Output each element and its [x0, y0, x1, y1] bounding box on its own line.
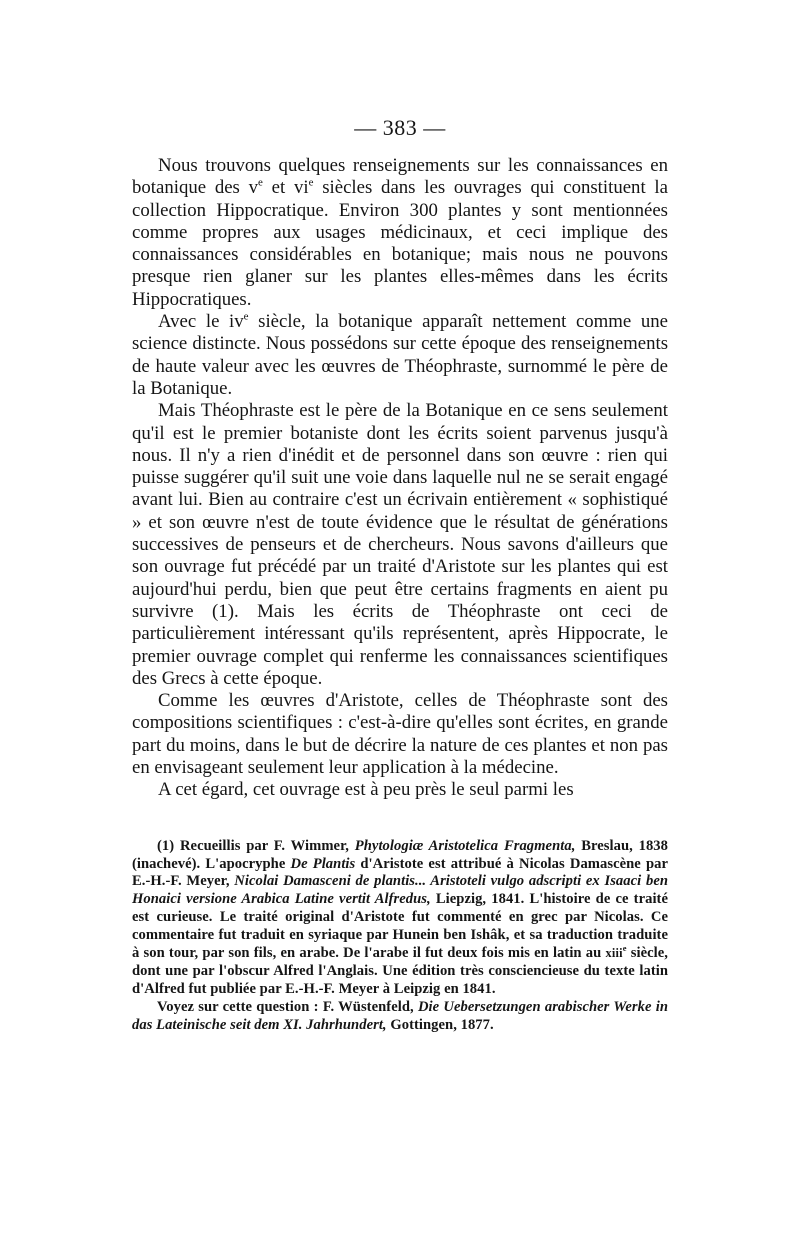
footnote-2 — [132, 999, 668, 1035]
paragraph-2 — [132, 311, 668, 400]
paragraph-3 — [132, 400, 668, 690]
paragraph-1-part-2: et vi — [262, 177, 309, 199]
footnote-1-part-3: d'Aristote est attribué à Nicolas Damascène par E.-H.-F. Meyer, — [132, 855, 668, 890]
paragraph-1-part-3: siècles dans les ouvrages qui constituent la collection Hippocratique. Environ 300 plantes y sont mentionnées comme propres aux usages médicinaux, et ceci implique des connaissances considérables en botanique; mais nous ne pouvons presque rien glaner sur les plantes elles-mêmes dans les écrits Hippocratiques. — [132, 177, 668, 310]
footnote-1-century: xiii — [605, 946, 623, 961]
footnote-1-part-1: (1) Recueillis par F. Wimmer, — [157, 837, 355, 854]
page-number: — 383 — — [354, 115, 446, 140]
paragraph-2-part-2: siècle, la botanique apparaît nettement comme une science distincte. Nous possédons sur cette époque des renseignements de haute valeur avec les œuvres de Théophraste, surnommé le père de la Botanique. — [132, 311, 668, 399]
book-page — [132, 114, 668, 1035]
footnote-2-title: Die Uebersetzungen arabischer Werke in das Lateinische seit dem XI. Jahrhundert, — [132, 998, 668, 1033]
paragraph-1-part-1: Nous trouvons quelques renseignements sur les connaissances en botanique des v — [132, 155, 668, 199]
paragraph-4-text: Comme les œuvres d'Aristote, celles de Théophraste sont des compositions scientifiques : c'est-à-dire qu'elles sont écrites, en grande part du moins, dans le but de décrire la nature de ces plantes et non pas en envisageant seulement leur application à la médecine. — [132, 690, 668, 779]
paragraph-1 — [132, 155, 668, 311]
footnote-1-superscript: e — [622, 943, 627, 954]
paragraph-2-part-1: Avec le iv — [158, 311, 244, 333]
footnote-1-part-2: Breslau, 1838 (inachevé). L'apocryphe — [132, 837, 669, 872]
main-text — [132, 155, 668, 802]
paragraph-3-text: Mais Théophraste est le père de la Botanique en ce sens seulement qu'il est le premier botaniste dont les écrits soient parvenus jusqu'à nous. Il n'y a rien d'inédit et de personnel dans son œuvre : rien qui puisse suggérer qu'il suit une voie dans laquelle nul ne se serait engagé avant lui. Bien au contraire c'est un écrivain entièrement « sophistiqué » et son œuvre n'est de toute évidence que le résultat de générations successives de penseurs et de chercheurs. Nous savons d'ailleurs que son ouvrage fut précédé par un traité d'Aristote sur les plantes qui est aujourd'hui perdu, bien que peut être certains fragments en aient pu survivre (1). Mais les écrits de Théophraste ont ceci de particulièrement intéressant qu'ils représentent, après Hippocrate, le premier ouvrage complet qui renferme les connaissances scientifiques des Grecs à cette époque. — [132, 400, 668, 689]
footnote-1-part-5: siècle, dont une par l'obscur Alfred l'Anglais. Une édition très consciencieuse du texte latin d'Alfred fut publiée par E.-H.-F. Meyer à Leipzig en 1841. — [132, 945, 668, 997]
footnote-1-title-3: Nicolai Damasceni de plantis... Aristoteli vulgo adscripti ex Isaaci ben Honaici versione Arabica Latine vertit Alfredus, — [132, 873, 669, 908]
footnote-2-part-1: Voyez sur cette question : F. Wüstenfeld, — [157, 998, 418, 1015]
paragraph-4 — [132, 690, 668, 779]
paragraph-1-superscript-2: e — [308, 177, 314, 190]
footnote-1-part-4: Liepzig, 1841. L'histoire de ce traité est curieuse. Le traité original d'Aristote fut commenté en grec par Nicolas. Ce commentaire fut traduit en syriaque par Hunein ben Ishâk, et sa traduction traduite à son tour, par son fils, en arabe. De l'arabe il fut deux fois mis en latin au — [132, 891, 668, 962]
footnote-1-title-2: De Plantis — [290, 855, 356, 872]
footnote-1-title-1: Phytologiæ Aristotelica Fragmenta, — [354, 837, 576, 854]
footnotes — [132, 838, 668, 1035]
paragraph-5-text: A cet égard, cet ouvrage est à peu près le seul parmi les — [158, 779, 574, 801]
paragraph-2-superscript: e — [243, 310, 249, 323]
footnote-1 — [132, 838, 668, 999]
paragraph-5 — [132, 779, 668, 801]
paragraph-1-superscript-1: e — [258, 177, 263, 190]
footnote-2-part-2: Gottingen, 1877. — [386, 1016, 494, 1033]
